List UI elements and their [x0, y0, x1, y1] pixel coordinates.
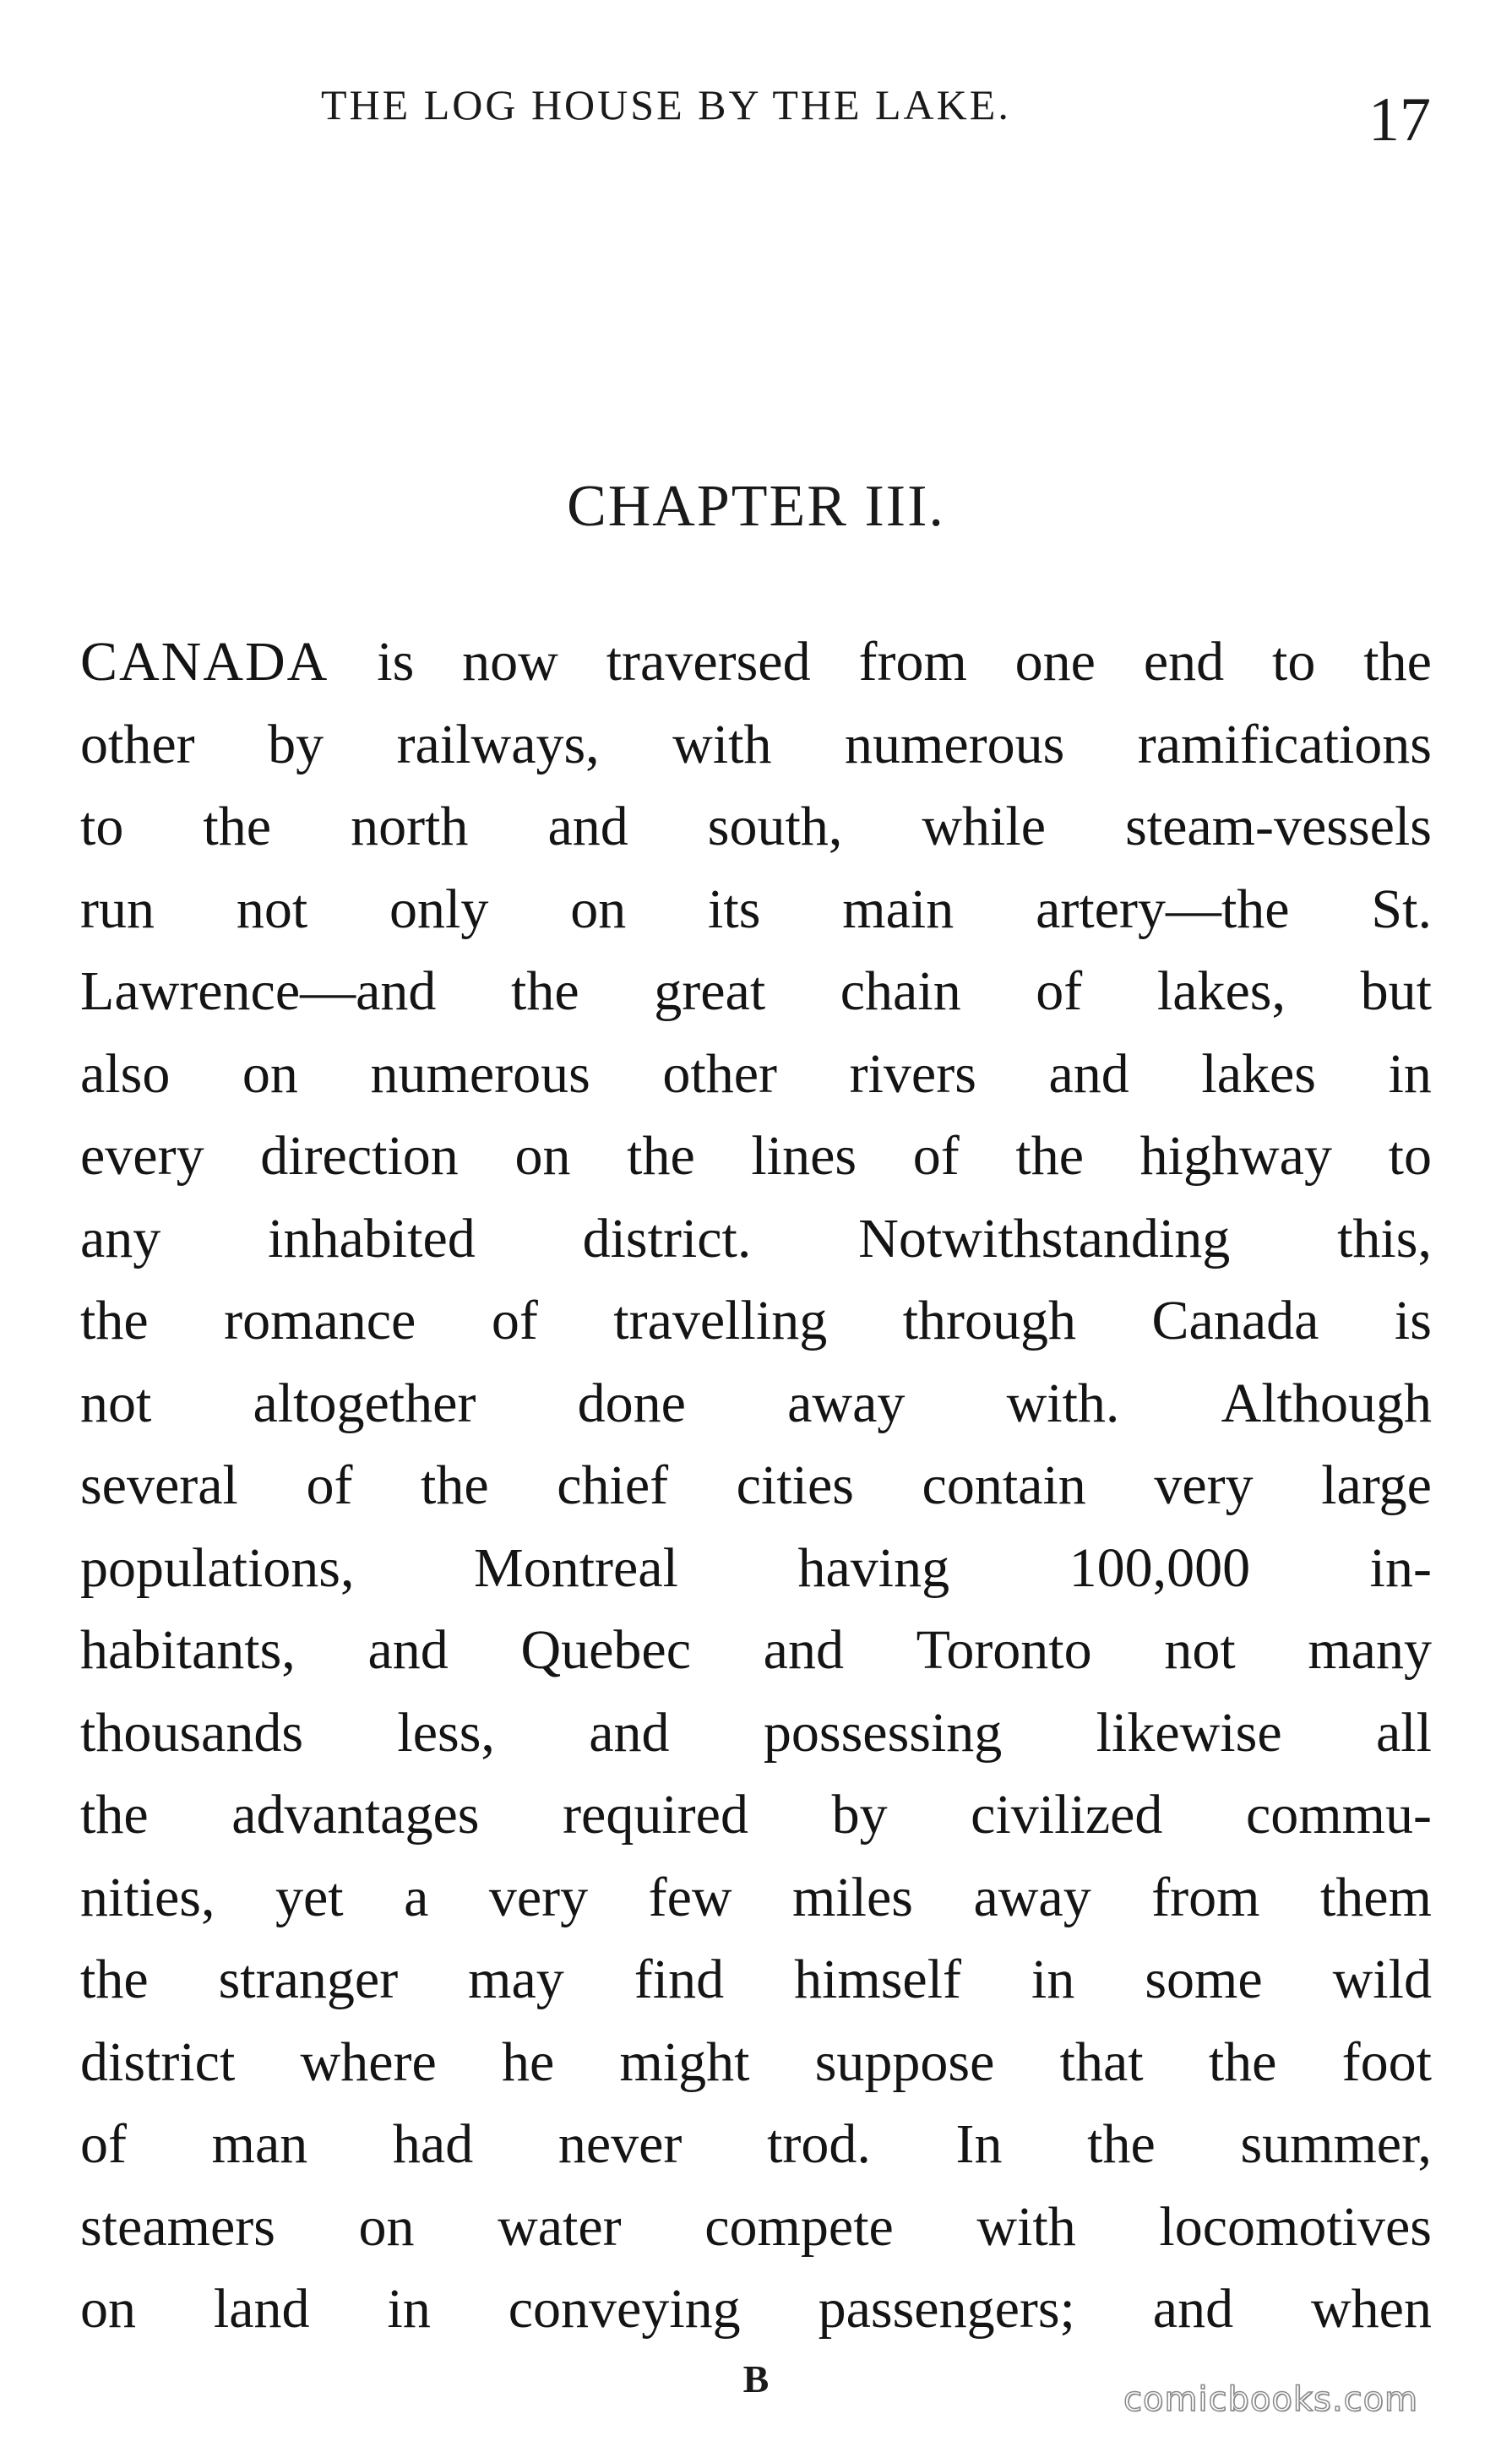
word: not [1164, 1619, 1236, 1681]
text-line [80, 868, 1432, 951]
word: Although [1221, 1372, 1432, 1434]
word: less, [397, 1701, 495, 1764]
chapter-heading: CHAPTER III. [567, 474, 945, 539]
word: on [242, 1042, 298, 1105]
text-line [80, 2103, 1432, 2186]
word: from [1151, 1866, 1260, 1928]
word: where [300, 2031, 437, 2093]
watermark: comicbooks.com [1123, 2380, 1419, 2419]
word: land [213, 2278, 310, 2340]
text-line [80, 704, 1432, 786]
word: and [1048, 1042, 1129, 1105]
word: but [1360, 960, 1432, 1022]
word: through [902, 1290, 1077, 1351]
word: Canada [1151, 1290, 1319, 1351]
text-line [80, 1033, 1432, 1116]
word: steamers [80, 2195, 275, 2258]
word: man [211, 2113, 308, 2175]
word: with. [1006, 1372, 1120, 1434]
word: while [922, 796, 1047, 857]
word: some [1145, 1949, 1263, 2010]
word: of [306, 1454, 353, 1516]
word: the [1208, 2031, 1277, 2093]
word: ramifications [1137, 713, 1432, 775]
word: civilized [971, 1784, 1163, 1846]
word: to [1388, 1125, 1432, 1187]
word: direction [260, 1125, 459, 1187]
text-line [80, 1609, 1432, 1692]
word: lakes [1201, 1042, 1316, 1105]
word: of [80, 2113, 127, 2175]
word: in [387, 2278, 431, 2340]
word: few [648, 1866, 732, 1928]
word: end [1143, 631, 1225, 693]
word: many [1308, 1619, 1432, 1681]
body-text [80, 621, 1432, 2351]
word: travelling [613, 1290, 828, 1351]
word: to [1272, 631, 1316, 693]
word: find [634, 1949, 725, 2010]
word: contain [922, 1454, 1086, 1516]
word: steam-vessels [1125, 796, 1432, 857]
word: also [80, 1042, 171, 1105]
word: In [955, 2113, 1003, 2175]
word: CANADA [80, 631, 329, 693]
text-line [80, 1115, 1432, 1198]
word: the [421, 1454, 489, 1516]
text-line [80, 1198, 1432, 1280]
word: might [619, 2031, 750, 2093]
text-line [80, 1527, 1432, 1610]
word: the [203, 796, 272, 857]
word: when [1311, 2278, 1432, 2340]
word: the [1087, 2113, 1156, 2175]
word: them [1319, 1866, 1432, 1928]
word: water [498, 2195, 622, 2258]
word: chain [840, 960, 961, 1022]
word: to [80, 796, 124, 857]
word: every [80, 1125, 204, 1187]
word: and [589, 1701, 670, 1764]
word: other [80, 713, 195, 775]
text-line [80, 2268, 1432, 2351]
word: and [547, 796, 628, 857]
word: not [80, 1372, 152, 1434]
word: possessing [763, 1701, 1003, 1764]
word: main [842, 878, 955, 940]
word: with [976, 2195, 1076, 2258]
word: miles [792, 1866, 913, 1928]
word: Quebec [520, 1619, 691, 1681]
word: inhabited [268, 1207, 476, 1269]
word: populations, [80, 1536, 355, 1599]
word: habitants, [80, 1619, 296, 1681]
word: suppose [814, 2031, 995, 2093]
word: all [1376, 1701, 1432, 1764]
word: advantages [231, 1784, 480, 1846]
word: not [236, 878, 308, 940]
text-line [80, 1857, 1432, 1939]
word: trod. [767, 2113, 871, 2175]
word: and [367, 1619, 449, 1681]
word: numerous [844, 713, 1065, 775]
word: wild [1332, 1949, 1432, 2010]
page-number: 17 [1368, 85, 1431, 155]
word: lines [751, 1125, 857, 1187]
word: compete [704, 2195, 894, 2258]
word: the [511, 960, 579, 1022]
word: Lawrence—and [80, 960, 437, 1022]
word: St. [1371, 878, 1432, 940]
word: Montreal [474, 1536, 678, 1599]
word: in [1031, 1949, 1075, 2010]
word: of [912, 1125, 960, 1187]
word: district. [582, 1207, 752, 1269]
word: this, [1337, 1207, 1432, 1269]
signature-mark: B [742, 2357, 770, 2400]
word: commu- [1246, 1784, 1432, 1846]
word: 100,000 [1069, 1536, 1251, 1599]
word: great [654, 960, 766, 1022]
word: any [80, 1207, 161, 1269]
word: run [80, 878, 155, 940]
word: romance [224, 1290, 416, 1351]
word: on [570, 878, 627, 940]
word: likewise [1096, 1701, 1282, 1764]
running-head: THE LOG HOUSE BY THE LAKE. [321, 81, 1011, 128]
word: conveying [508, 2278, 741, 2340]
word: district [80, 2031, 236, 2093]
text-line [80, 950, 1432, 1033]
word: its [708, 878, 761, 940]
word: the [627, 1125, 695, 1187]
word: summer, [1240, 2113, 1432, 2175]
word: nities, [80, 1866, 215, 1928]
word: away [787, 1372, 906, 1434]
word: highway [1139, 1125, 1332, 1187]
word: he [501, 2031, 555, 2093]
word: foot [1341, 2031, 1432, 2093]
word: thousands [80, 1701, 303, 1764]
text-line [80, 1938, 1432, 2021]
word: that [1059, 2031, 1144, 2093]
word: stranger [218, 1949, 399, 2010]
word: railways, [396, 713, 600, 775]
word: away [973, 1866, 1091, 1928]
word: and [763, 1619, 844, 1681]
word: himself [794, 1949, 962, 2010]
word: is [377, 631, 415, 693]
word: now [462, 631, 558, 693]
word: one [1014, 631, 1096, 693]
word: on [80, 2278, 136, 2340]
word: on [514, 1125, 571, 1187]
word: of [491, 1290, 538, 1351]
word: in- [1369, 1536, 1432, 1599]
word: lakes, [1156, 960, 1286, 1022]
text-line [80, 2186, 1432, 2269]
word: having [797, 1536, 950, 1599]
word: the [80, 1949, 149, 2010]
word: traversed [606, 631, 811, 693]
word: south, [707, 796, 843, 857]
word: very [1154, 1454, 1254, 1516]
word: the [1015, 1125, 1085, 1187]
word: north [351, 796, 469, 857]
word: other [662, 1042, 778, 1105]
word: very [488, 1866, 589, 1928]
word: by [268, 713, 324, 775]
word: the [80, 1290, 149, 1351]
text-line [80, 1774, 1432, 1857]
word: is [1394, 1290, 1432, 1351]
word: on [358, 2195, 415, 2258]
word: the [1363, 631, 1432, 693]
text-line [80, 1280, 1432, 1362]
word: cities [736, 1454, 854, 1516]
word: chief [557, 1454, 669, 1516]
word: by [831, 1784, 888, 1846]
word: yet [275, 1866, 344, 1928]
word: Notwithstanding [858, 1207, 1231, 1269]
text-line [80, 1444, 1432, 1527]
word: locomotives [1159, 2195, 1432, 2258]
word: large [1321, 1454, 1432, 1516]
word: altogether [253, 1372, 476, 1434]
text-line [80, 1692, 1432, 1775]
word: of [1036, 960, 1083, 1022]
word: the [80, 1784, 149, 1846]
word: Toronto [916, 1619, 1092, 1681]
word: passengers; [818, 2278, 1075, 2340]
word: several [80, 1454, 238, 1516]
word: had [392, 2113, 474, 2175]
word: in [1388, 1042, 1432, 1105]
word: only [389, 878, 489, 940]
text-line [80, 621, 1432, 704]
word: required [563, 1784, 748, 1846]
word: and [1152, 2278, 1234, 2340]
word: from [858, 631, 967, 693]
word: never [557, 2113, 683, 2175]
text-line [80, 786, 1432, 868]
word: rivers [849, 1042, 976, 1105]
word: a [404, 1866, 429, 1928]
word: with [672, 713, 772, 775]
word: artery—the [1036, 878, 1290, 940]
word: numerous [370, 1042, 590, 1105]
word: may [468, 1949, 564, 2010]
text-line [80, 2021, 1432, 2104]
text-line [80, 1362, 1432, 1445]
word: done [577, 1372, 686, 1434]
